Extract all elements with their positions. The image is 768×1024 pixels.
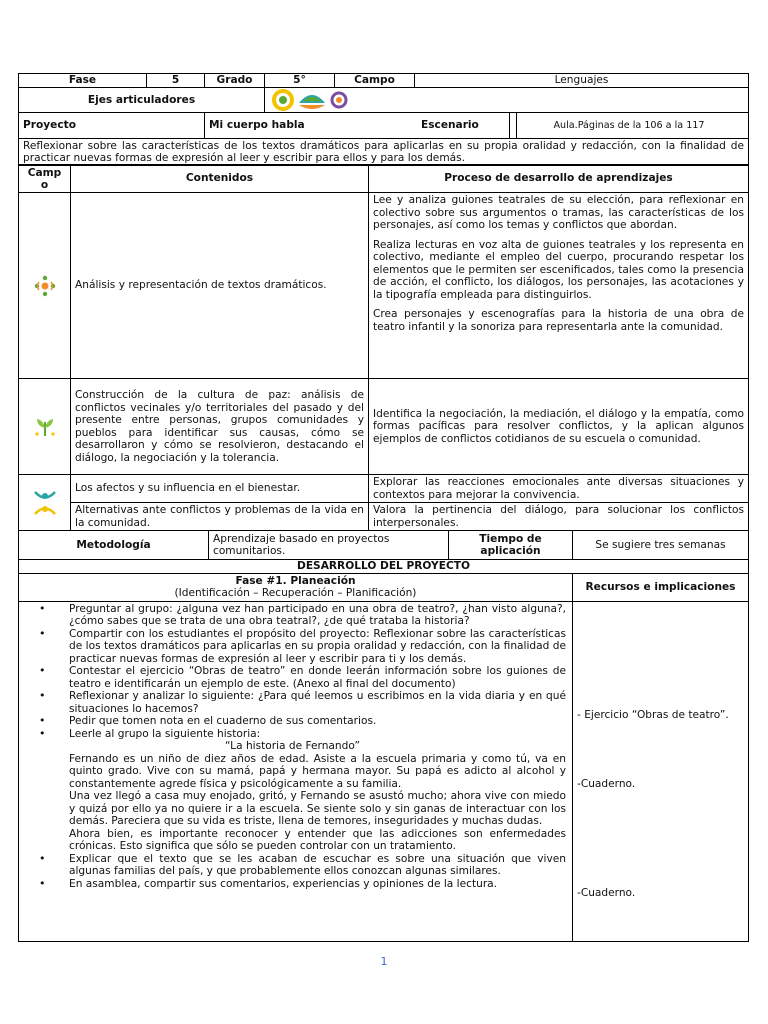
tiempo-value: Se sugiere tres semanas — [573, 531, 749, 560]
story-paragraph: Ahora bien, es importante reconocer y entender que las adicciones son enfermedades crónicas. Esto significa que sólo se pueden controlar con un tratamiento. — [69, 827, 566, 852]
actividades-cell — [19, 601, 573, 941]
escenario-value: Aula.Páginas de la 106 a la 117 — [553, 120, 705, 131]
etica-campo-icon — [32, 414, 58, 440]
lenguajes-campo-icon — [33, 274, 57, 298]
proceso-column-header: Proceso de desarrollo de aprendizajes — [369, 165, 749, 193]
escenario-label: Escenario — [417, 113, 510, 138]
proceso-item: Lee y analiza guiones teatrales de su elección, para reflexionar en colectivo sobre sus argumentos o tramas, las características de los personajes, así como los temas y conflictos que abordan. — [373, 194, 744, 231]
list-item: • En asamblea, compartir sus comentarios, experiencias y opiniones de la lectura. — [69, 878, 566, 891]
fase-value: 5 — [147, 74, 205, 88]
header-table — [18, 73, 749, 166]
list-item: • Compartir con los estudiantes el propósito del proyecto: Reflexionar sobre las características de los textos dramáticos para aplicarlas en su propia oralidad y redacción, con la finalidad de practicar nuevas formas de expresión al leer y escribir para ti y los demás. — [69, 628, 566, 666]
metodologia-label: Metodología — [19, 531, 209, 560]
tiempo-label: Tiempo de aplicación — [449, 531, 573, 560]
recurso-item: -Cuaderno. — [577, 886, 636, 899]
recursos-cell — [573, 601, 749, 941]
fase-label: Fase — [19, 74, 147, 88]
page-number: 1 — [380, 955, 388, 968]
story-title: “La historia de Fernando” — [225, 740, 360, 752]
contenido-alternativas: Alternativas ante conflictos y problemas de la vida en la comunidad. — [71, 503, 369, 531]
contenido-afectos: Los afectos y su influencia en el bienestar. — [71, 475, 369, 503]
list-item: • Explicar que el texto que se les acaban de escuchar es sobre una situación que viven algunas familias del país, y que probablemente ellos conozcan algunas similares. — [69, 853, 566, 878]
campo-humano-cell — [19, 475, 71, 531]
campo-etica-cell — [19, 379, 71, 475]
inclusion-logo-icon — [271, 89, 295, 111]
actividades-list-continued — [19, 853, 566, 891]
proceso-alternativas: Valora la pertinencia del diálogo, para solucionar los conflictos interpersonales. — [369, 503, 749, 531]
proceso-cultura-paz: Identifica la negociación, la mediación, el diálogo y la empatía, como formas pacíficas para resolver conflictos, y la aplican algunos ejemplos de conflictos cotidianos de su escuela o comunidad. — [369, 379, 749, 475]
campo-label: Campo — [335, 74, 415, 88]
grado-value: 5° — [265, 74, 335, 88]
proyecto-label: Proyecto — [19, 113, 205, 139]
actividades-list — [19, 603, 566, 741]
contenido-cultura-paz: Construcción de la cultura de paz: análisis de conflictos vecinales y/o territoriales del pasado y del presente entre personas, grupos comunidades y pueblos para identificar sus causas, cómo se desarrollaron y cómo se resolvieron, destacando el diálogo, la negociación y la tolerancia. — [71, 379, 369, 475]
ejes-label: Ejes articuladores — [19, 88, 265, 113]
igualdad-logo-icon — [329, 89, 349, 111]
grado-label: Grado — [205, 74, 265, 88]
desarrollo-title: DESARROLLO DEL PROYECTO — [19, 560, 749, 574]
fase-heading — [19, 573, 573, 601]
list-item: • Leerle al grupo la siguiente historia: — [69, 728, 566, 741]
proyecto-value: Mi cuerpo habla — [205, 113, 497, 139]
list-item: • Contestar el ejercicio “Obras de teatro” en donde leerán información sobre los guiones de teatro e identificarán un ejemplo de este. (Anexo al final del documento) — [69, 665, 566, 690]
campo-column-header: Camp o — [19, 165, 71, 193]
proceso-item: Realiza lecturas en voz alta de guiones teatrales y los representa en colectivo, mediante el empleo del cuerpo, procurando respetar los elementos que le permiten ser escenificados, tales como la presencia de acción, el conflicto, los diálogos, los personajes, las acotaciones y la tipografía empleada para distinguirlos. — [373, 238, 744, 301]
project-purpose: Reflexionar sobre las características de los textos dramáticos para aplicarlas en su propia oralidad y redacción, con la finalidad de practicar nuevas formas de expresión al leer y escribir para ellos y para los demás. — [19, 139, 749, 166]
story-paragraph: Fernando es un niño de diez años de edad. Asiste a la escuela primaria y como tú, va en quinto grado. Vive con su mamá, papá y hermana mayor. Su papá es adicto al alcohol y constantemente agrede física y psicológicamente a su familia. — [69, 752, 566, 790]
list-item: • Pedir que tomen nota en el cuaderno de sus comentarios. — [69, 715, 566, 728]
list-item: • Reflexionar y analizar lo siguiente: ¿Para qué leemos u escribimos en la vida diaria y en qué situaciones lo hacemos? — [69, 690, 566, 715]
story-paragraph: Una vez llegó a casa muy enojado, gritó, y Fernando se asustó mucho; ahora vive con miedo y quizá por ello ya no quiere ir a la escuela. Se siente solo y sin ganas de interactuar con los demás. Pareciera que su vida es triste, llena de temores, inseguridades y muchas dudas. — [69, 790, 566, 827]
proceso-afectos: Explorar las reacciones emocionales ante diversas situaciones y contextos para mejorar la convivencia. — [369, 475, 749, 503]
proceso-item: Crea personajes y escenografías para la historia de una obra de teatro infantil y la sonoriza para representarla ante la comunidad. — [373, 308, 744, 333]
desarrollo-table — [18, 530, 749, 942]
escenario-group — [421, 113, 749, 139]
recurso-item: -Cuaderno. — [577, 777, 636, 790]
metodologia-value: Aprendizaje basado en proyectos comunitarios. — [209, 531, 449, 560]
campo-value: Lenguajes — [415, 74, 749, 88]
contenidos-table — [18, 164, 749, 531]
recurso-item: - Ejercicio “Obras de teatro”. — [577, 708, 729, 721]
humano-campo-icon — [31, 489, 59, 517]
fase-title: Fase #1. Planeación — [235, 574, 356, 587]
list-item: • Preguntar al grupo: ¿alguna vez han participado en una obra de teatro?, ¿han visto alguna?, ¿cómo sabes que se trata de una obra teatral?, ¿de qué trataba la historia? — [69, 603, 566, 628]
ejes-icons — [265, 88, 749, 113]
contenidos-column-header: Contenidos — [71, 165, 369, 193]
campo-lenguajes-cell — [19, 193, 71, 379]
recursos-label: Recursos e implicaciones — [573, 573, 749, 601]
proceso-analisis-cell — [369, 193, 749, 379]
interculturalidad-logo-icon — [297, 89, 327, 111]
contenido-analisis: Análisis y representación de textos dramáticos. — [71, 193, 369, 379]
fase-subtitle: (Identificación – Recuperación – Planificación) — [174, 587, 417, 599]
